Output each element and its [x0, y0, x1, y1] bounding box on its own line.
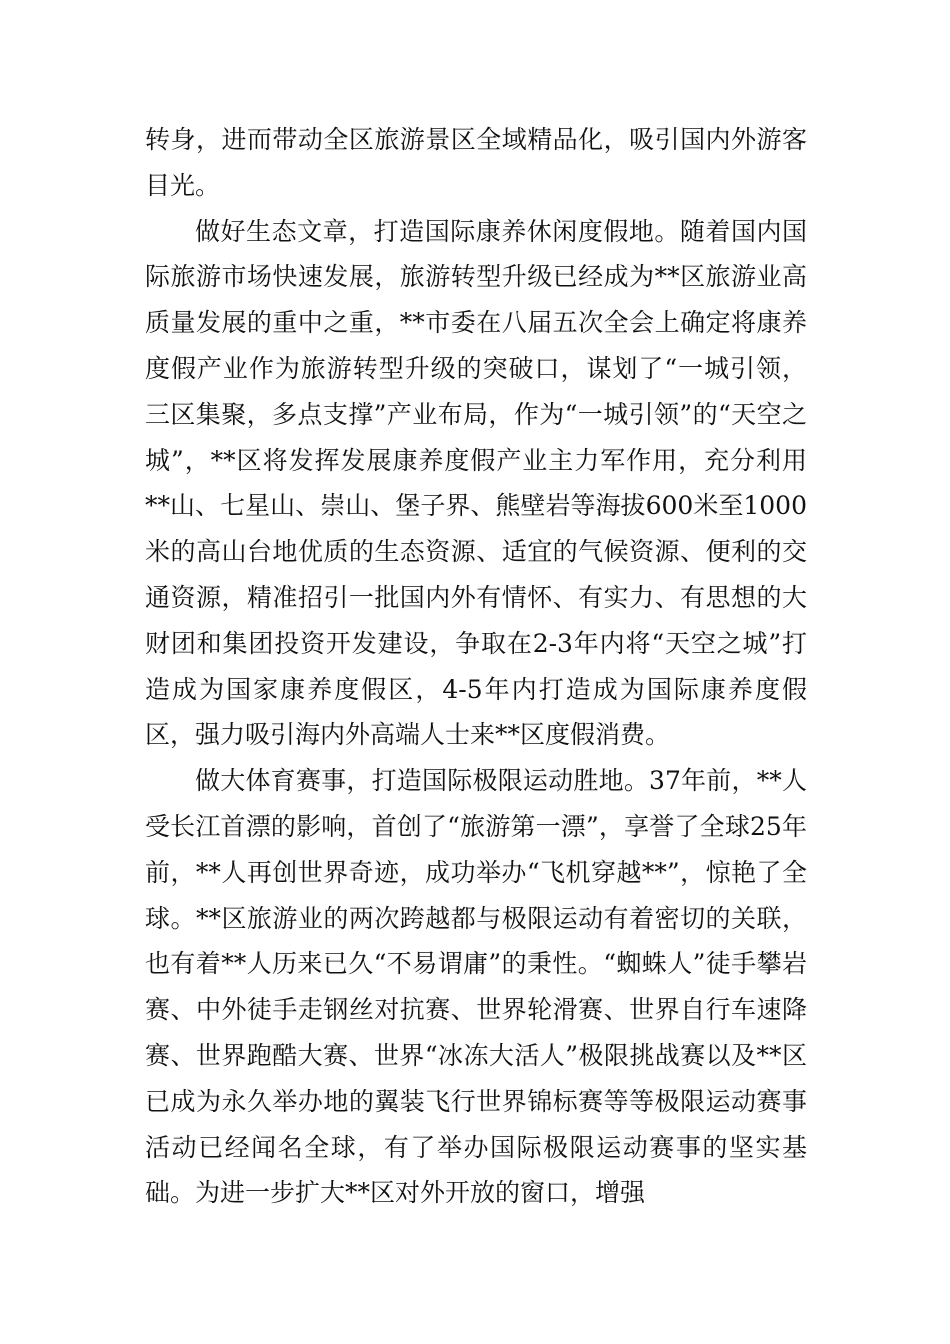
paragraph-eco-resort: 做好生态文章，打造国际康养休闲度假地。随着国内国际旅游市场快速发展，旅游转型升级已经成为**区旅游业高质量发展的重中之重，**市委在八届五次全会上确定将康养度假产业作为旅游转型升级的突破口，谋划了“一城引领，三区集聚，多点支撑”产业布局，作为“一城引领”的“天空之城”，**区将发挥发展康养度假产业主力军作用，充分利用**山、七星山、崇山、堡子界、熊壁岩等海拔600米至1000米的高山台地优质的生态资源、适宜的气候资源、便利的交通资源，精准招引一批国内外有情怀、有实力、有思想的大财团和集团投资开发建设，争取在2-3年内将“天空之城”打造成为国家康养度假区，4-5年内打造成为国际康养度假区，强力吸引海内外高端人士来**区度假消费。 — [145, 216, 807, 750]
paragraph-extreme-sports: 做大体育赛事，打造国际极限运动胜地。37年前，**人受长江首漂的影响，首创了“旅游第一漂”，享誉了全球25年前，**人再创世界奇迹，成功举办“飞机穿越**”，惊艳了全球。**区旅游业的两次跨越都与极限运动有着密切的关联，也有着**人历来已久“不易谓庸”的秉性。“蜘蛛人”徒手攀岩赛、中外徒手走钢丝对抗赛、世界轮滑赛、世界自行车速降赛、世界跑酷大赛、世界“冰冻大活人”极限挑战赛以及**区已成为永久举办地的翼装飞行世界锦标赛等等极限运动赛事活动已经闻名全球，有了举办国际极限运动赛事的坚实基础。为进一步扩大**区对外开放的窗口，增强 — [145, 766, 807, 1208]
paragraph-continuation: 转身，进而带动全区旅游景区全域精品化，吸引国内外游客目光。 — [145, 125, 807, 200]
document-body — [145, 117, 807, 1216]
